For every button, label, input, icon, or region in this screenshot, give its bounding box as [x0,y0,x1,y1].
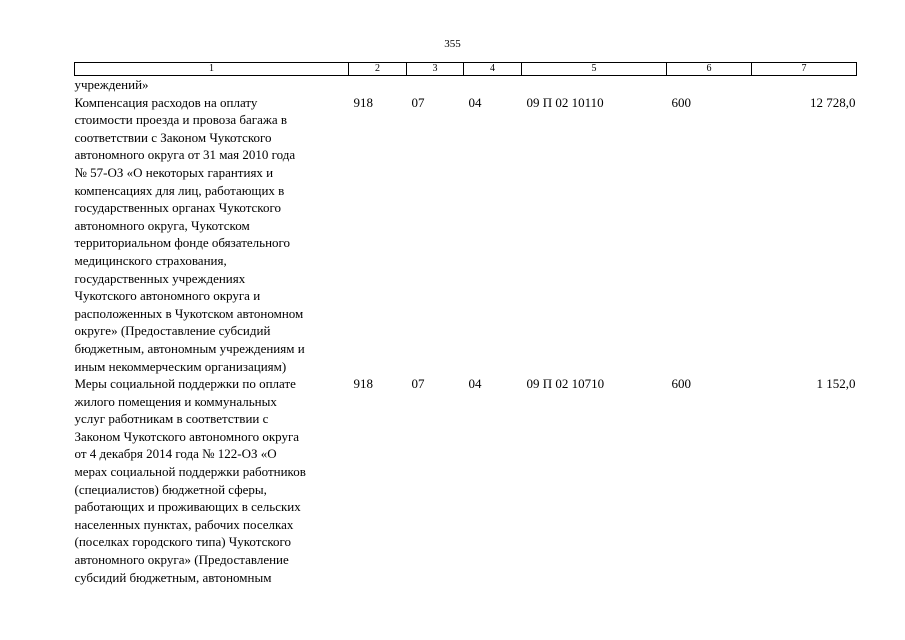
row-grbs [349,76,407,94]
column-header-4: 4 [464,63,522,76]
row-subsection: 04 [468,376,482,392]
column-header-6: 6 [667,63,752,76]
column-number-row [75,63,857,76]
table-row [75,94,857,376]
row-grbs: 918 [353,94,373,110]
row-expense-type: 600 [671,376,691,392]
row-name: учреждений» [74,77,149,92]
table-row [75,375,857,586]
column-header-7: 7 [752,63,857,76]
row-expense-type [667,76,752,94]
column-header-2: 2 [349,63,407,76]
row-target-code: 09 П 02 10710 [526,376,605,392]
row-section: 07 [411,376,425,392]
row-section: 07 [411,94,425,110]
row-target-code: 09 П 02 10110 [526,94,604,110]
page-number: 355 [444,38,461,50]
row-name: Меры социальной поддержки по оплате жилого помещения и коммунальных услуг работникам в соответствии с Законом Чукотского автономного округа от 4 декабря 2014 года № 122-ОЗ «О мерах социальной поддержки работников (специалистов) бюджетной сферы, работающих и проживающих в сельских населенных пунктах, рабочих поселках (поселках городского типа) Чукотского автономного округа» (Предоставление субсидий бюджетным, автономным [74,376,306,585]
row-expense-type: 600 [671,94,691,110]
row-amount [752,76,857,94]
row-target-code [522,76,667,94]
row-subsection: 04 [468,94,482,110]
table-row [75,76,857,94]
budget-table [74,62,857,586]
row-amount: 1 152,0 [816,376,856,392]
row-amount: 12 728,0 [810,94,856,110]
column-header-3: 3 [407,63,464,76]
column-header-1: 1 [75,63,349,76]
row-grbs: 918 [353,376,373,392]
row-name: Компенсация расходов на оплату стоимости проезда и провоза багажа в соответствии с Законом Чукотского автономного округа от 31 мая 2010 года № 57-ОЗ «О некоторых гарантиях и компенсациях для лиц, работающих в государственных органах Чукотского автономного округа, Чукотском территориальном фонде обязательного медицинского страхования, государственных учреждениях Чукотского автономного округа и расположенных в Чукотском автономном округе» (Предоставление субсидий бюджетным, автономным учреждениям и иным некоммерческим организациям) [74,94,305,374]
row-subsection [464,76,522,94]
column-header-5: 5 [522,63,667,76]
row-section [407,76,464,94]
